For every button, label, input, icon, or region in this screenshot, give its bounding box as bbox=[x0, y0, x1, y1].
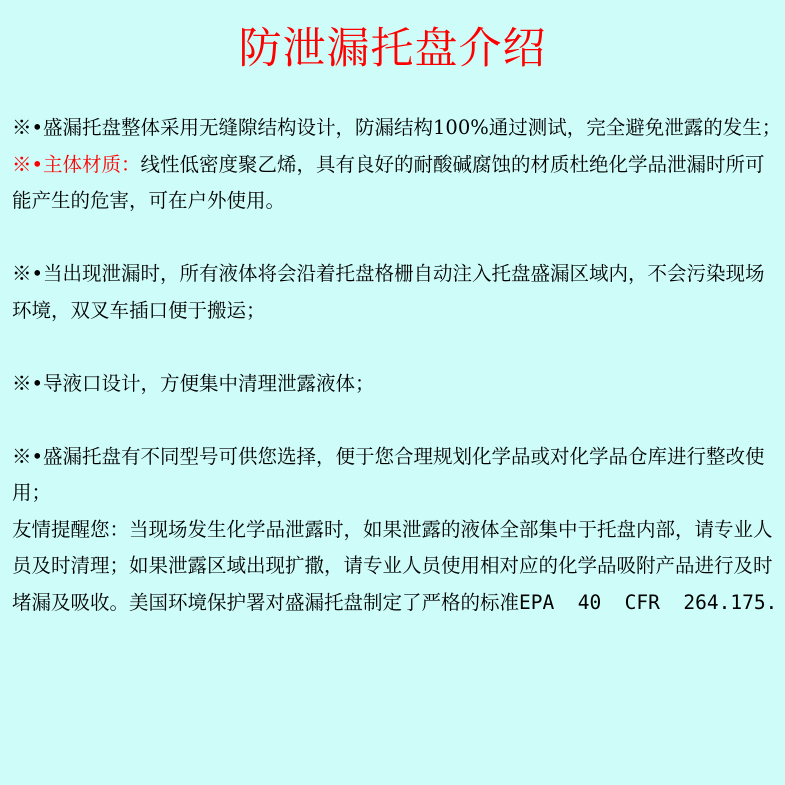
paragraph-seamless-structure: ※•盛漏托盘整体采用无缝隙结构设计，防漏结构100%通过测试，完全避免泄露的发生； bbox=[12, 116, 782, 139]
document-body bbox=[12, 110, 782, 621]
spacer bbox=[12, 402, 782, 439]
spacer bbox=[12, 329, 782, 366]
paragraph-models: ※•盛漏托盘有不同型号可供您选择，便于您合理规划化学品或对化学品仓库进行整改使用； bbox=[12, 444, 765, 504]
material-label: ※•主体材质： bbox=[12, 152, 141, 176]
paragraph-material bbox=[12, 147, 782, 220]
paragraph-reminder bbox=[12, 512, 782, 622]
material-text: 线性低密度聚乙烯，具有良好的耐酸碱腐蚀的材质杜绝化学品泄漏时所可能产生的危害，可在户外使用。 bbox=[12, 152, 765, 212]
paragraph-leak-grid: ※•当出现泄漏时，所有液体将会沿着托盘格栅自动注入托盘盛漏区域内，不会污染现场环境，双叉车插口便于搬运； bbox=[12, 262, 765, 322]
spacer bbox=[12, 220, 782, 257]
paragraph-drain-port: ※•导液口设计，方便集中清理泄露液体； bbox=[12, 371, 375, 395]
epa-standard: EPA 40 CFR 264.175. bbox=[519, 590, 778, 614]
reminder-text: 友情提醒您：当现场发生化学品泄露时，如果泄露的液体全部集中于托盘内部，请专业人员及时清理；如果泄露区域出现扩撒，请专业人员使用相对应的化学品吸附产品进行及时堵漏及吸收。美国环境保护署对盛漏托盘制定了严格的标准 bbox=[12, 517, 773, 614]
page-title: 防泄漏托盘介绍 bbox=[238, 24, 547, 74]
